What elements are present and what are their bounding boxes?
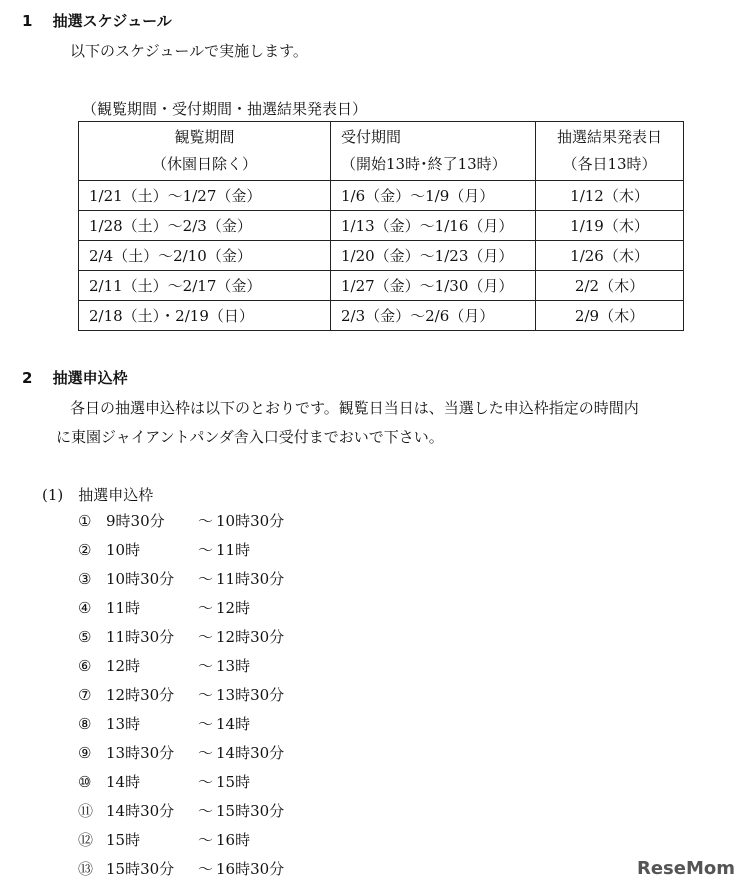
slot-end: 16時30分 bbox=[216, 860, 285, 878]
schedule-table bbox=[78, 121, 684, 331]
slot-tilde: ～ bbox=[198, 686, 214, 704]
slot-number: ⑦ bbox=[78, 686, 92, 704]
slot-start: 15時30分 bbox=[106, 860, 175, 878]
slot-tilde: ～ bbox=[198, 860, 214, 878]
viewing-period-cell: 2/18（土）・2/19（日） bbox=[79, 301, 331, 331]
slot-start: 11時30分 bbox=[106, 628, 175, 646]
section2-heading: 2 抽選申込枠 bbox=[22, 369, 128, 387]
header-result-date: 抽選結果発表日 （各日13時） bbox=[536, 122, 684, 181]
result-date-cell: 1/26（木） bbox=[536, 241, 684, 271]
slot-start: 11時 bbox=[106, 599, 141, 617]
slot-end: 15時30分 bbox=[216, 802, 285, 820]
slot-end: 14時 bbox=[216, 715, 251, 733]
slot-end: 16時 bbox=[216, 831, 251, 849]
header-viewing-period: 観覧期間 （休園日除く） bbox=[79, 122, 331, 181]
slot-tilde: ～ bbox=[198, 715, 214, 733]
result-date-cell: 2/9（木） bbox=[536, 301, 684, 331]
slot-tilde: ～ bbox=[198, 773, 214, 791]
slot-tilde: ～ bbox=[198, 512, 214, 530]
slot-list-item bbox=[78, 681, 284, 710]
slot-end: 13時 bbox=[216, 657, 251, 675]
slot-list-item bbox=[78, 594, 250, 623]
slot-number: ③ bbox=[78, 570, 92, 588]
slot-list-item bbox=[78, 739, 284, 768]
slot-end: 10時30分 bbox=[216, 512, 285, 530]
slot-list-item bbox=[78, 710, 250, 739]
slot-start: 12時30分 bbox=[106, 686, 175, 704]
table-caption: （観覧期間・受付期間・抽選結果発表日） bbox=[82, 100, 368, 118]
table-row bbox=[79, 271, 684, 301]
viewing-period-cell: 2/4（土）～2/10（金） bbox=[79, 241, 331, 271]
table-row bbox=[79, 181, 684, 211]
slot-list-item bbox=[78, 623, 284, 652]
table-row bbox=[79, 211, 684, 241]
table-row bbox=[79, 301, 684, 331]
slot-end: 15時 bbox=[216, 773, 251, 791]
slot-tilde: ～ bbox=[198, 599, 214, 617]
slot-number: ⑬ bbox=[78, 860, 94, 878]
slot-number: ① bbox=[78, 512, 92, 530]
slot-number: ⑩ bbox=[78, 773, 92, 791]
result-date-cell: 1/19（木） bbox=[536, 211, 684, 241]
slot-list-item bbox=[78, 507, 284, 536]
viewing-period-cell: 2/11（土）～2/17（金） bbox=[79, 271, 331, 301]
slot-number: ⑫ bbox=[78, 831, 94, 849]
table-header-row bbox=[79, 122, 684, 181]
slot-end: 12時30分 bbox=[216, 628, 285, 646]
slot-start: 13時 bbox=[106, 715, 141, 733]
slot-start: 14時 bbox=[106, 773, 141, 791]
application-period-cell: 2/3（金）～2/6（月） bbox=[331, 301, 536, 331]
table-row bbox=[79, 241, 684, 271]
slot-number: ⑪ bbox=[78, 802, 94, 820]
slot-list-item bbox=[78, 826, 250, 855]
slot-tilde: ～ bbox=[198, 657, 214, 675]
viewing-period-cell: 1/21（土）～1/27（金） bbox=[79, 181, 331, 211]
slot-start: 10時30分 bbox=[106, 570, 175, 588]
slot-number: ⑤ bbox=[78, 628, 92, 646]
header-application-period: 受付期間 （開始13時･終了13時） bbox=[331, 122, 536, 181]
slot-start: 10時 bbox=[106, 541, 141, 559]
slot-number: ⑨ bbox=[78, 744, 92, 762]
slot-start: 13時30分 bbox=[106, 744, 175, 762]
slot-tilde: ～ bbox=[198, 541, 214, 559]
section1-heading: 1 抽選スケジュール bbox=[22, 12, 172, 30]
section2-paragraph-line2: に東園ジャイアントパンダ舎入口受付までおいで下さい。 bbox=[56, 428, 444, 446]
slot-tilde: ～ bbox=[198, 831, 214, 849]
section1-intro: 以下のスケジュールで実施します。 bbox=[70, 42, 308, 60]
slot-tilde: ～ bbox=[198, 802, 214, 820]
slot-list-item bbox=[78, 652, 250, 681]
slot-start: 12時 bbox=[106, 657, 141, 675]
slot-number: ② bbox=[78, 541, 92, 559]
slot-tilde: ～ bbox=[198, 628, 214, 646]
subsection-heading: (1) 抽選申込枠 bbox=[42, 486, 154, 504]
slot-list-item bbox=[78, 565, 284, 594]
slot-end: 11時30分 bbox=[216, 570, 285, 588]
slot-number: ④ bbox=[78, 599, 92, 617]
slot-list-item bbox=[78, 768, 250, 797]
application-period-cell: 1/6（金）～1/9（月） bbox=[331, 181, 536, 211]
result-date-cell: 2/2（木） bbox=[536, 271, 684, 301]
slot-number: ⑥ bbox=[78, 657, 92, 675]
slot-tilde: ～ bbox=[198, 744, 214, 762]
slot-end: 12時 bbox=[216, 599, 251, 617]
slot-tilde: ～ bbox=[198, 570, 214, 588]
resemom-watermark-logo: ReseMom bbox=[636, 858, 735, 879]
result-date-cell: 1/12（木） bbox=[536, 181, 684, 211]
application-period-cell: 1/13（金）～1/16（月） bbox=[331, 211, 536, 241]
slot-start: 15時 bbox=[106, 831, 141, 849]
slot-start: 9時30分 bbox=[106, 512, 165, 530]
slot-list-item bbox=[78, 797, 284, 826]
slot-list-item bbox=[78, 536, 250, 565]
slot-end: 13時30分 bbox=[216, 686, 285, 704]
viewing-period-cell: 1/28（土）～2/3（金） bbox=[79, 211, 331, 241]
application-period-cell: 1/27（金）～1/30（月） bbox=[331, 271, 536, 301]
section2-paragraph-line1: 各日の抽選申込枠は以下のとおりです。観覧日当日は、当選した申込枠指定の時間内 bbox=[70, 399, 639, 417]
slot-number: ⑧ bbox=[78, 715, 92, 733]
slot-end: 11時 bbox=[216, 541, 251, 559]
slot-end: 14時30分 bbox=[216, 744, 285, 762]
application-period-cell: 1/20（金）～1/23（月） bbox=[331, 241, 536, 271]
slot-start: 14時30分 bbox=[106, 802, 175, 820]
slot-list-item bbox=[78, 855, 284, 884]
